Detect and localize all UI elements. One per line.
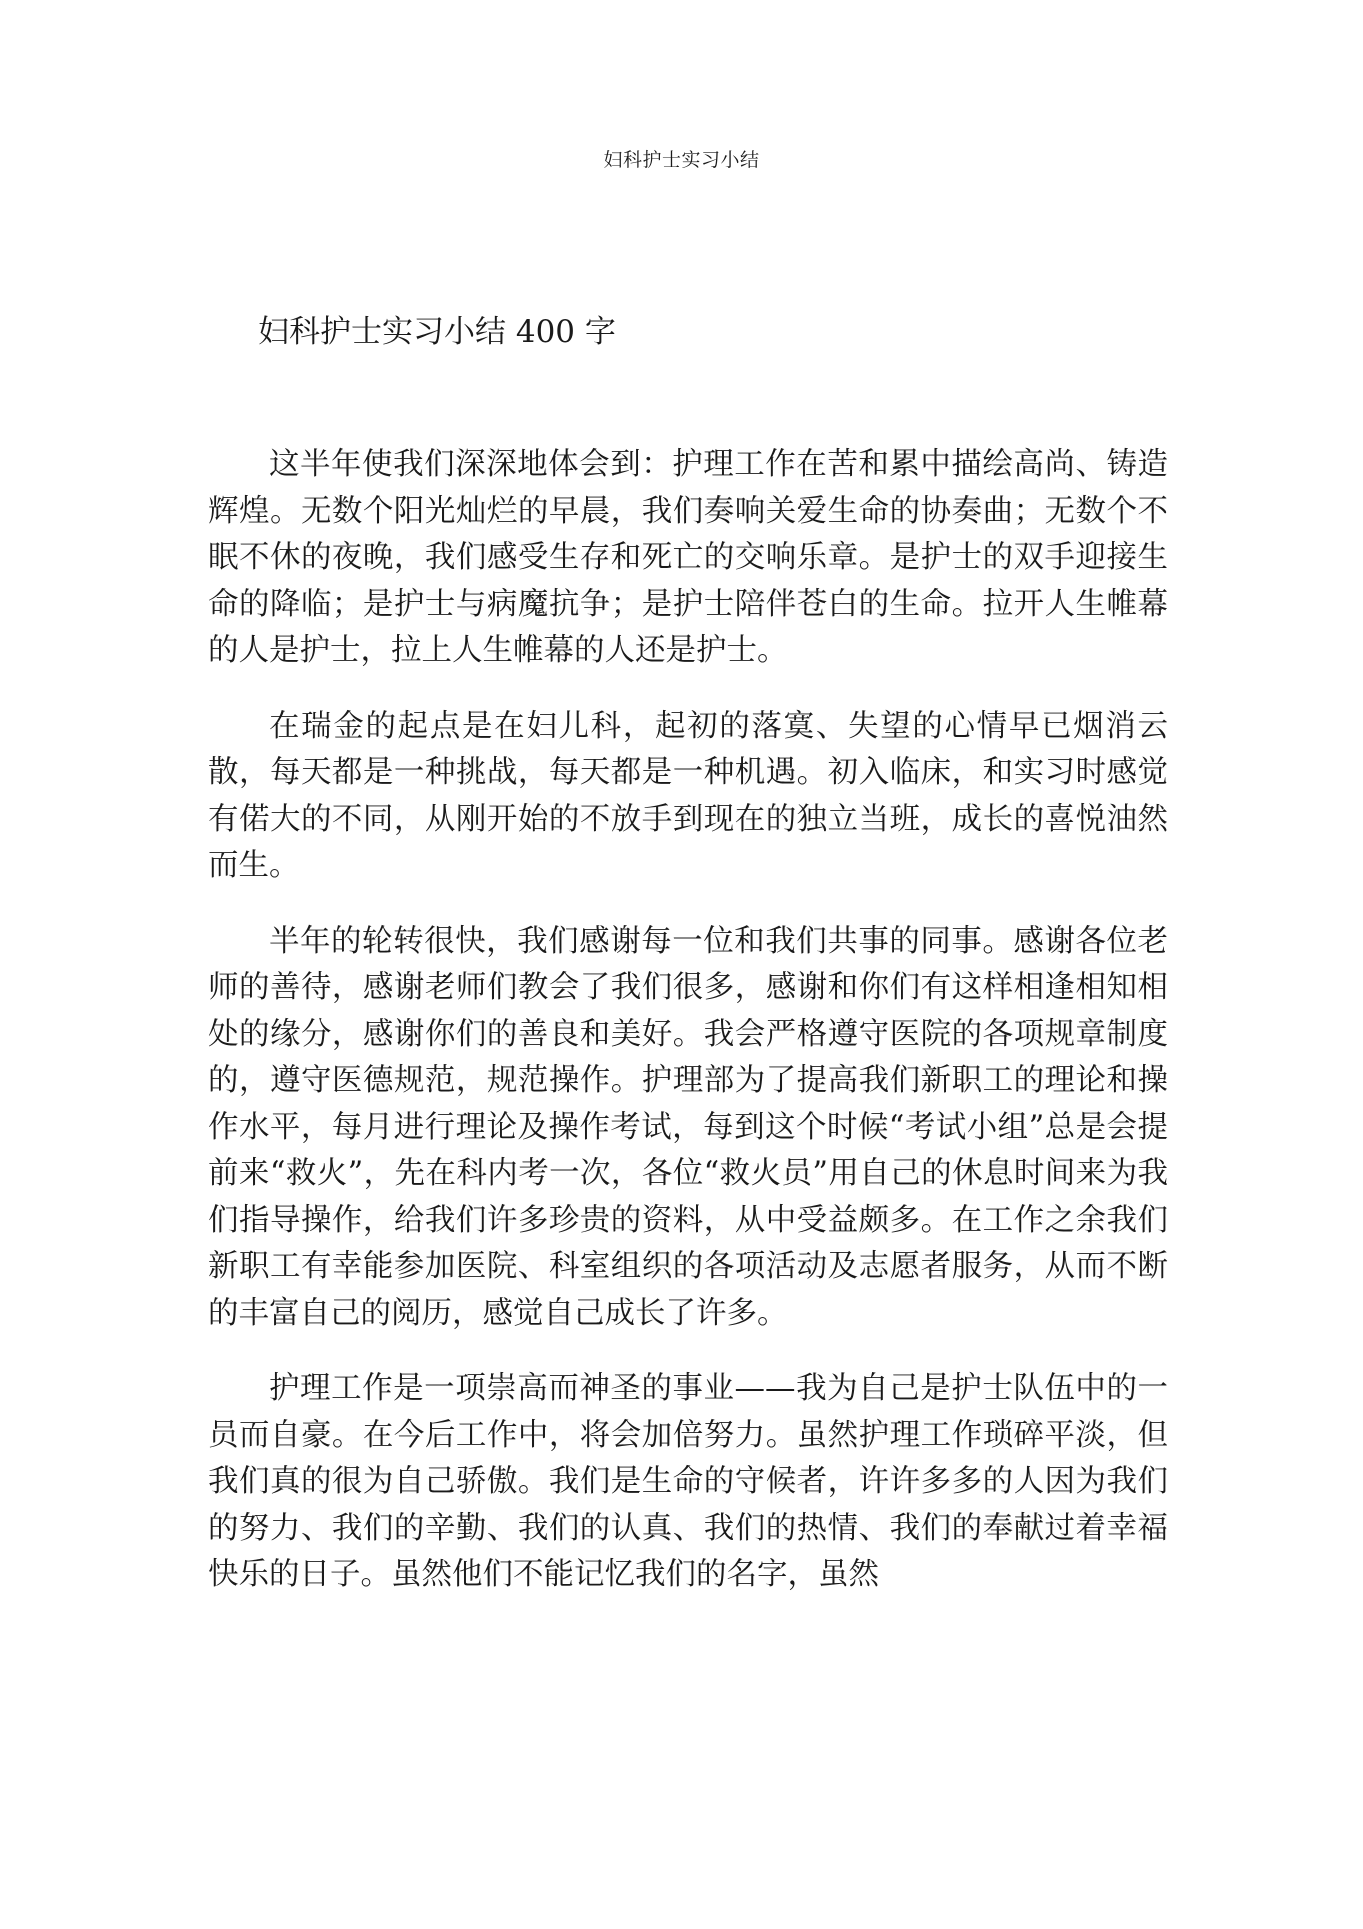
document-body [208, 442, 1168, 1628]
paragraph: 护理工作是一项崇高而神圣的事业——我为自己是护士队伍中的一员而自豪。在今后工作中，将会加倍努力。虽然护理工作琐碎平淡，但我们真的很为自己骄傲。我们是生命的守候者，许许多多的人因为我们的努力、我们的辛勤、我们的认真、我们的热情、我们的奉献过着幸福快乐的日子。虽然他们不能记忆我们的名字，虽然 [208, 1371, 1168, 1592]
running-header: 妇科护士实习小结 [603, 149, 760, 171]
document-title: 妇科护士实习小结 400 字 [258, 314, 616, 350]
paragraph: 半年的轮转很快，我们感谢每一位和我们共事的同事。感谢各位老师的善待，感谢老师们教会了我们很多，感谢和你们有这样相逢相知相处的缘分，感谢你们的善良和美好。我会严格遵守医院的各项规章制度的，遵守医德规范，规范操作。护理部为了提高我们新职工的理论和操作水平，每月进行理论及操作考试，每到这个时候“考试小组”总是会提前来“救火”，先在科内考一次，各位“救火员”用自己的休息时间来为我们指导操作，给我们许多珍贵的资料，从中受益颇多。在工作之余我们新职工有幸能参加医院、科室组织的各项活动及志愿者服务，从而不断的丰富自己的阅历，感觉自己成长了许多。 [208, 923, 1168, 1331]
paragraph: 在瑞金的起点是在妇儿科，起初的落寞、失望的心情早已烟消云散，每天都是一种挑战，每天都是一种机遇。初入临床，和实习时感觉有偌大的不同，从刚开始的不放手到现在的独立当班，成长的喜悦油然而生。 [208, 708, 1168, 883]
paragraph: 这半年使我们深深地体会到：护理工作在苦和累中描绘高尚、铸造辉煌。无数个阳光灿烂的早晨，我们奏响关爱生命的协奏曲；无数个不眠不休的夜晚，我们感受生存和死亡的交响乐章。是护士的双手迎接生命的降临；是护士与病魔抗争；是护士陪伴苍白的生命。拉开人生帷幕的人是护士，拉上人生帷幕的人还是护士。 [208, 447, 1168, 668]
